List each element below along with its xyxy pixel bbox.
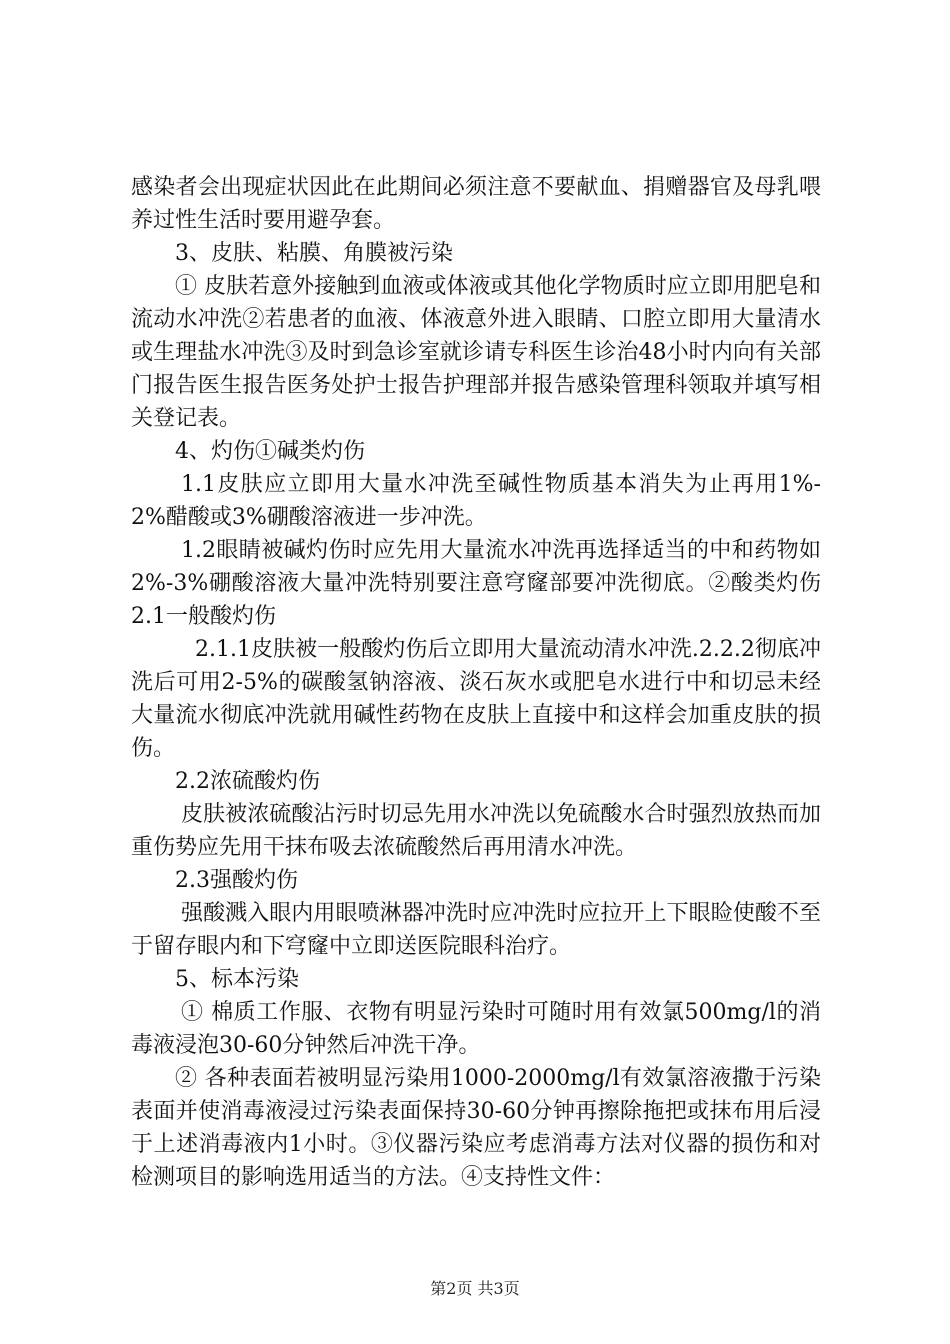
paragraph-surface-disinfection: ② 各种表面若被明显污染用1000-2000mg/l有效氯溶液撒于污染表面并使消毒液浸过污染表面保持30-60分钟再擦除拖把或抹布用后浸于上述消毒液内1小时。③仪器污染应考虑消毒方法对仪器的损伤和对检测项目的影响选用适当的方法。④支持性文件：	[131, 1066, 821, 1190]
paragraph-continuation: 感染者会出现症状因此在此期间必须注意不要献血、捐赠器官及母乳喂养过性生活时要用避孕套。	[131, 175, 821, 233]
paragraph-acid-skin: 2.1.1皮肤被一般酸灼伤后立即用大量流动清水冲洗.2.2.2彻底冲洗后可用2-5%的碳酸氢钠溶液、淡石灰水或肥皂水进行中和切忌未经大量流水彻底冲洗就用碱性药物在皮肤上直接中和这样会加重皮肤的损伤。	[131, 637, 821, 761]
paragraph-alkali-eye: 1.2眼睛被碱灼伤时应先用大量流水冲洗再选择适当的中和药物如2%-3%硼酸溶液大量冲洗特别要注意穹窿部要冲洗彻底。②酸类灼伤2.1一般酸灼伤	[131, 538, 821, 629]
page-number-footer: 第2页 共3页	[430, 1279, 520, 1298]
document-body	[131, 171, 821, 1194]
paragraph-skin-exposure: ① 皮肤若意外接触到血液或体液或其他化学物质时应立即用肥皂和流动水冲洗②若患者的血液、体液意外进入眼睛、口腔立即用大量清水或生理盐水冲洗③及时到急诊室就诊请专科医生诊治48小时内向有关部门报告医生报告医务处护士报告护理部并报告感染管理科领取并填写相关登记表。	[131, 274, 821, 431]
paragraph-clothing-disinfection: ① 棉质工作服、衣物有明显污染时可随时用有效氯500mg/l的消毒液浸泡30-60分钟然后冲洗干净。	[131, 1000, 821, 1058]
paragraph-sulfuric-acid: 皮肤被浓硫酸沾污时切忌先用水冲洗以免硫酸水合时强烈放热而加重伤势应先用干抹布吸去浓硫酸然后再用清水冲洗。	[131, 802, 821, 860]
heading-skin-mucosa-contamination: 3、皮肤、粘膜、角膜被污染	[175, 241, 453, 266]
heading-specimen-contamination: 5、标本污染	[175, 967, 299, 992]
paragraph-alkali-skin: 1.1皮肤应立即用大量水冲洗至碱性物质基本消失为止再用1%-2%醋酸或3%硼酸溶液进一步冲洗。	[131, 472, 821, 530]
heading-sulfuric-acid: 2.2浓硫酸灼伤	[175, 769, 320, 794]
heading-burns: 4、灼伤①碱类灼伤	[175, 439, 365, 464]
heading-strong-acid: 2.3强酸灼伤	[175, 868, 298, 893]
paragraph-strong-acid: 强酸溅入眼内用眼喷淋器冲洗时应冲洗时应拉开上下眼睑使酸不至于留存眼内和下穹窿中立即送医院眼科治疗。	[131, 901, 821, 959]
